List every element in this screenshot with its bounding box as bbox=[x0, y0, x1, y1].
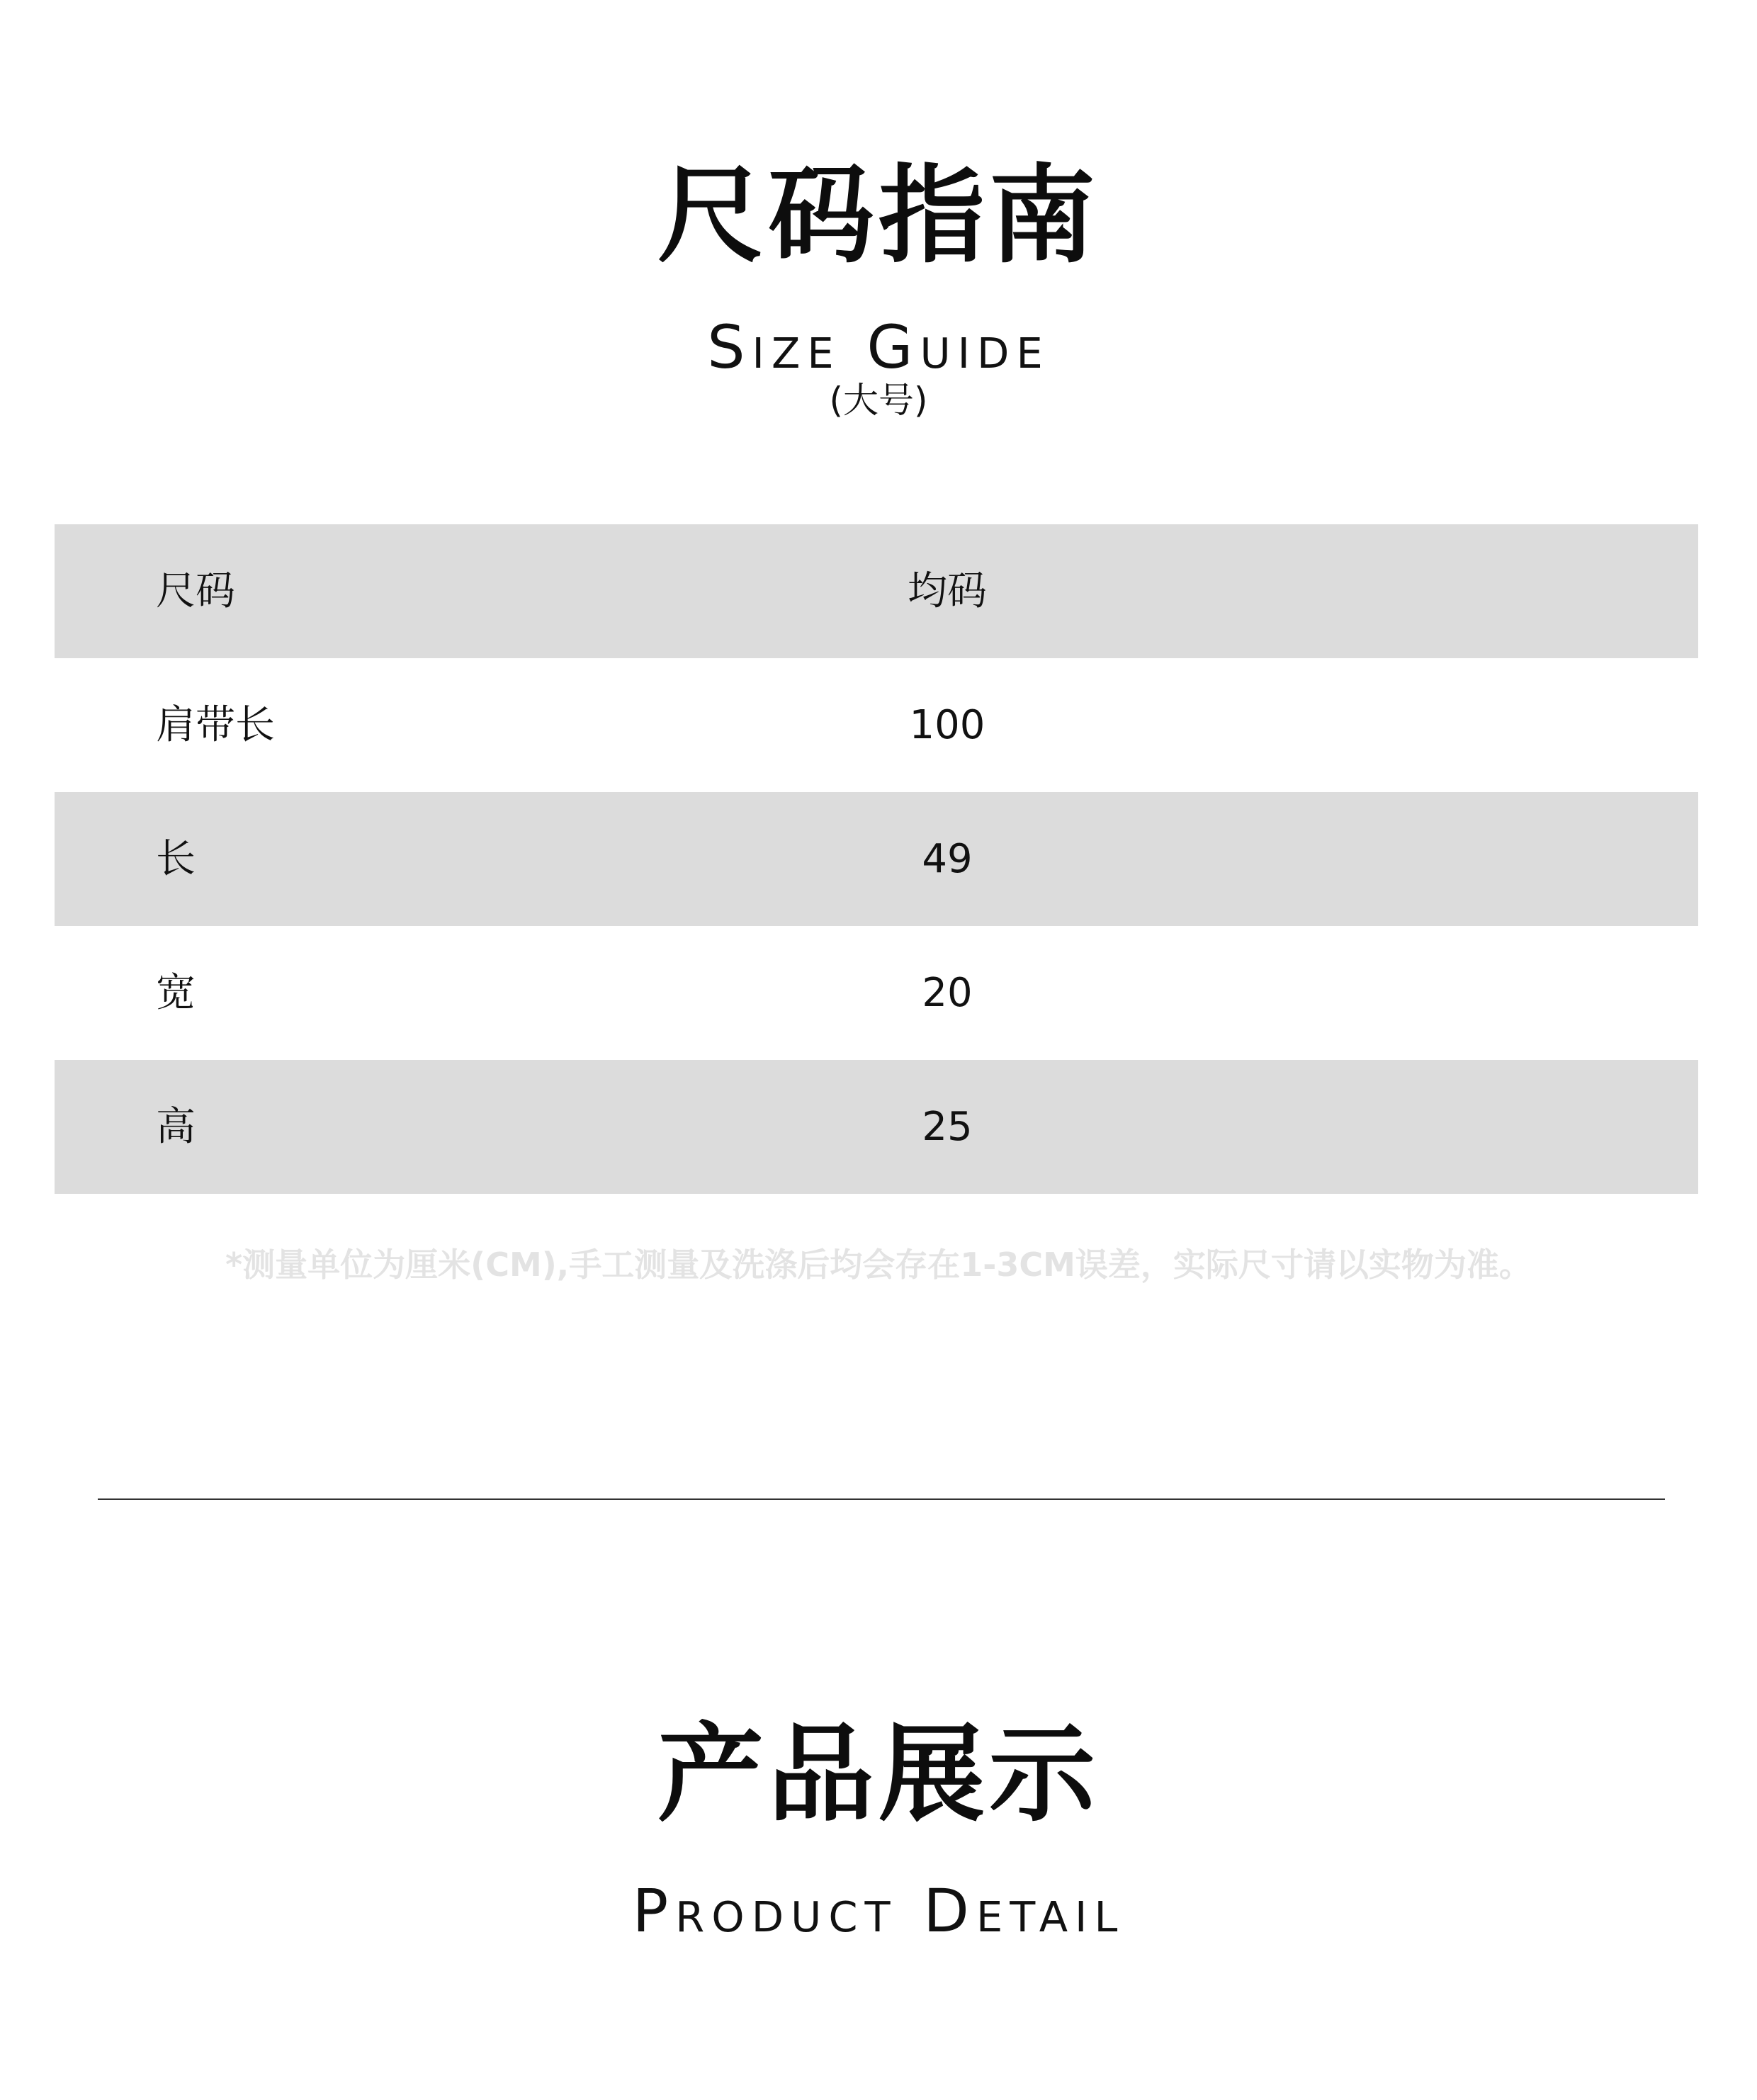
size-table-row-value: 20 bbox=[922, 970, 973, 1016]
product-detail-title: 产品展示 bbox=[657, 1713, 1100, 1836]
size-table-header-label: 尺码 bbox=[156, 568, 235, 614]
size-guide-variant-label: (大号) bbox=[829, 380, 928, 421]
size-table-row-label: 肩带长 bbox=[156, 702, 275, 748]
size-table-row-value: 100 bbox=[909, 702, 985, 748]
size-guide-subtitle-english: Size Guide bbox=[707, 312, 1050, 382]
measurement-note: *测量单位为厘米(CM),手工测量及洗涤后均会存在1-3CM误差，实际尺寸请以实物为准。 bbox=[225, 1246, 1532, 1284]
size-table-row bbox=[55, 792, 1698, 926]
size-table-row-value: 49 bbox=[922, 836, 973, 882]
size-table-row-label: 高 bbox=[156, 1104, 196, 1150]
section-divider bbox=[98, 1498, 1665, 1500]
size-table-row-value: 25 bbox=[922, 1104, 973, 1150]
size-table-header-value: 均码 bbox=[908, 568, 987, 614]
product-detail-subtitle-english: Product Detail bbox=[632, 1876, 1125, 1946]
size-guide-title: 尺码指南 bbox=[657, 154, 1100, 278]
size-table-row-label: 长 bbox=[156, 836, 196, 882]
size-table-row bbox=[55, 1060, 1698, 1194]
size-table-row bbox=[55, 658, 1698, 792]
size-table-row bbox=[55, 926, 1698, 1060]
size-table bbox=[55, 524, 1698, 1194]
size-table-header-row bbox=[55, 524, 1698, 658]
size-table-row-label: 宽 bbox=[156, 970, 196, 1016]
